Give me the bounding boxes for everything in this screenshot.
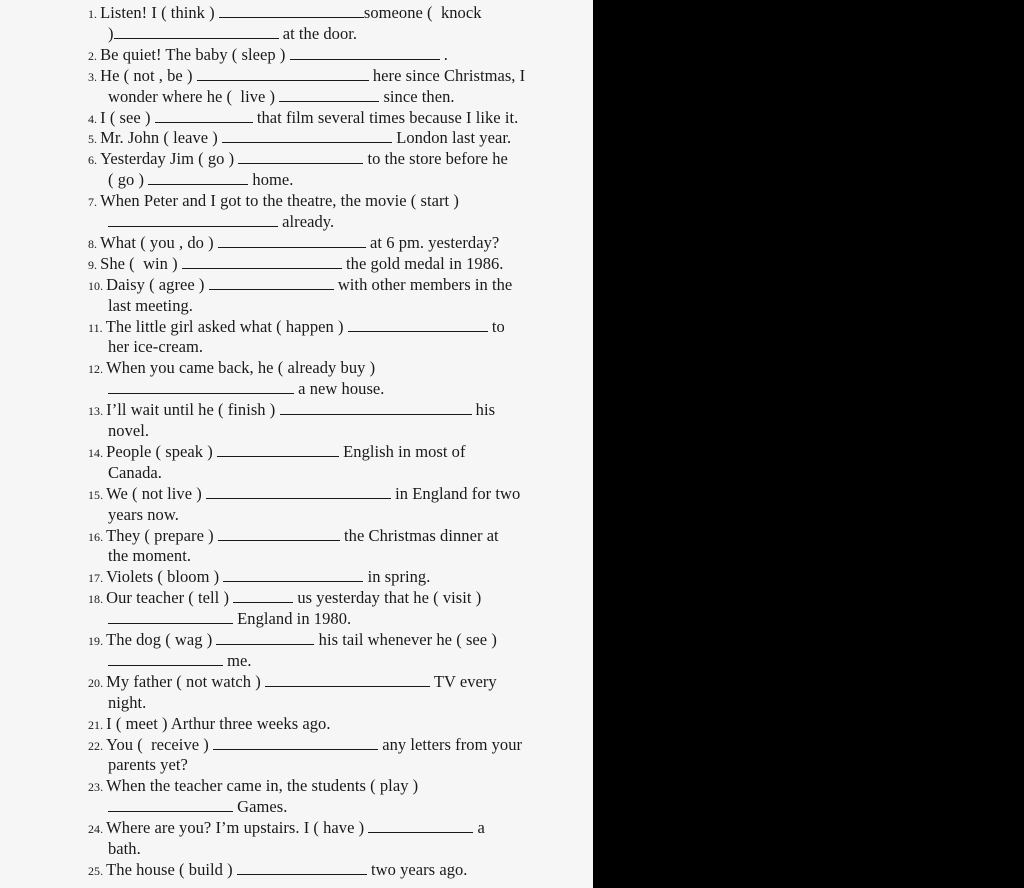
item-text: someone ( knock xyxy=(363,3,482,22)
item-text: Our teacher ( tell ) xyxy=(106,588,234,608)
item-text: the Christmas dinner at xyxy=(339,525,499,545)
item-text: parents yet? xyxy=(108,755,188,775)
exercise-item xyxy=(88,776,418,797)
item-text: You ( receive ) xyxy=(106,734,214,754)
item-text: TV every xyxy=(429,671,497,691)
exercise-item xyxy=(88,630,497,651)
answer-blank[interactable] xyxy=(108,609,233,624)
item-text: any letters from your xyxy=(378,734,523,754)
item-text: The little girl asked what ( happen ) xyxy=(105,316,348,336)
answer-blank[interactable] xyxy=(238,149,363,164)
exercise-item xyxy=(88,860,467,881)
exercise-item-continuation xyxy=(108,651,252,671)
exercise-item-continuation xyxy=(108,87,455,107)
item-text: What ( you , do ) xyxy=(100,232,218,252)
exercise-item xyxy=(88,128,511,149)
exercise-item xyxy=(88,191,459,212)
exercise-item-continuation xyxy=(108,170,293,190)
item-text: home. xyxy=(248,170,294,190)
item-number: 11. xyxy=(88,320,103,335)
item-text: . xyxy=(439,44,448,64)
item-number: 10. xyxy=(88,278,104,293)
item-text: his xyxy=(471,400,496,420)
item-text: her ice-cream. xyxy=(108,337,204,357)
item-number: 1. xyxy=(88,7,98,21)
item-text: They ( prepare ) xyxy=(106,525,218,545)
answer-blank[interactable] xyxy=(280,400,472,415)
item-text: in spring. xyxy=(363,567,431,587)
exercise-item-continuation xyxy=(108,212,334,232)
item-number: 13. xyxy=(88,404,104,419)
exercise-item-continuation xyxy=(108,505,179,525)
exercise-item xyxy=(88,714,331,735)
exercise-item xyxy=(88,442,466,463)
exercise-item-continuation xyxy=(108,839,141,859)
item-text: She ( win ) xyxy=(100,253,182,273)
item-text: novel. xyxy=(108,421,150,440)
answer-blank[interactable] xyxy=(279,87,379,102)
exercise-item xyxy=(88,254,503,275)
exercise-item-continuation xyxy=(108,296,193,316)
exercise-item xyxy=(88,588,481,609)
item-number: 24. xyxy=(88,822,104,837)
answer-blank[interactable] xyxy=(155,108,253,123)
exercise-item xyxy=(88,45,448,66)
item-text: a xyxy=(473,818,485,838)
item-number: 16. xyxy=(88,529,104,544)
exercise-item xyxy=(88,735,522,756)
item-number: 15. xyxy=(88,487,104,502)
item-text: Be quiet! The baby ( sleep ) xyxy=(100,44,290,64)
item-number: 20. xyxy=(88,675,104,690)
black-side-panel xyxy=(593,0,1024,888)
answer-blank[interactable] xyxy=(197,66,369,81)
item-number: 6. xyxy=(88,153,98,168)
item-number: 7. xyxy=(88,195,98,210)
answer-blank[interactable] xyxy=(108,797,233,812)
item-text: Games. xyxy=(233,797,288,817)
item-text: wonder where he ( live ) xyxy=(108,86,280,106)
item-number: 2. xyxy=(88,48,98,63)
item-text: English in most of xyxy=(338,441,466,461)
item-text: with other members in the xyxy=(333,274,513,294)
exercise-item-continuation xyxy=(108,337,203,357)
answer-blank[interactable] xyxy=(108,212,278,227)
item-text: his tail whenever he ( see ) xyxy=(314,630,497,649)
answer-blank[interactable] xyxy=(216,630,314,645)
item-text: two years ago. xyxy=(366,859,468,879)
answer-blank[interactable] xyxy=(213,735,378,750)
answer-blank[interactable] xyxy=(209,275,334,290)
exercise-item-continuation xyxy=(108,755,188,775)
answer-blank[interactable] xyxy=(148,170,248,185)
item-number: 25. xyxy=(88,863,104,878)
answer-blank[interactable] xyxy=(368,818,473,833)
item-text: since then. xyxy=(379,86,455,106)
item-number: 22. xyxy=(88,738,104,753)
item-text: here since Christmas, I xyxy=(368,65,526,85)
item-text: He ( not , be ) xyxy=(100,65,197,85)
item-text: I ( see ) xyxy=(100,107,155,127)
item-text: ( go ) xyxy=(108,170,149,190)
item-text: The house ( build ) xyxy=(106,859,237,879)
exercise-item xyxy=(88,275,512,296)
item-number: 8. xyxy=(88,236,98,251)
item-text: London last year. xyxy=(392,128,512,148)
item-text: Canada. xyxy=(108,462,162,482)
item-text: the moment. xyxy=(108,546,192,566)
exercise-item-continuation xyxy=(108,421,149,441)
answer-blank[interactable] xyxy=(108,379,294,394)
answer-blank[interactable] xyxy=(108,651,223,666)
exercise-item xyxy=(88,149,508,170)
item-number: 5. xyxy=(88,132,98,147)
answer-blank[interactable] xyxy=(265,672,430,687)
item-text: Mr. John ( leave ) xyxy=(100,128,223,148)
item-number: 9. xyxy=(88,257,98,272)
exercise-item xyxy=(88,358,375,379)
item-text: Daisy ( agree ) xyxy=(106,274,209,294)
item-text: in England for two xyxy=(390,483,521,503)
exercise-item xyxy=(88,3,482,24)
exercise-item-continuation xyxy=(108,693,146,713)
item-text: to xyxy=(487,316,505,336)
item-text: bath. xyxy=(108,839,141,858)
item-text: The dog ( wag ) xyxy=(106,630,217,649)
item-text: at the door. xyxy=(278,23,358,43)
item-text: Yesterday Jim ( go ) xyxy=(100,149,239,169)
item-text: me. xyxy=(223,650,252,670)
item-text: I’ll wait until he ( finish ) xyxy=(106,400,280,420)
item-text: Violets ( bloom ) xyxy=(106,567,224,587)
item-text: We ( not live ) xyxy=(106,483,206,503)
answer-blank[interactable] xyxy=(218,526,340,541)
answer-blank[interactable] xyxy=(217,442,339,457)
item-number: 17. xyxy=(88,571,104,586)
item-text: last meeting. xyxy=(108,295,193,315)
answer-blank[interactable] xyxy=(348,317,488,332)
item-text: When Peter and I got to the theatre, the movie ( start ) xyxy=(100,191,459,211)
answer-blank[interactable] xyxy=(219,3,364,18)
exercise-item-continuation xyxy=(108,797,287,817)
item-number: 14. xyxy=(88,445,104,460)
exercise-item xyxy=(88,672,497,693)
item-number: 19. xyxy=(88,634,104,648)
item-text: England in 1980. xyxy=(233,609,352,629)
answer-blank[interactable] xyxy=(222,128,392,143)
exercise-item xyxy=(88,400,495,421)
exercise-item xyxy=(88,567,430,588)
item-text: a new house. xyxy=(294,379,385,399)
item-text: When the teacher came in, the students ( play ) xyxy=(106,776,419,796)
exercise-item-continuation xyxy=(108,379,384,399)
item-number: 3. xyxy=(88,69,98,84)
item-text: ) xyxy=(108,23,114,43)
item-text: years now. xyxy=(108,504,179,524)
item-text: I ( meet ) Arthur three weeks ago. xyxy=(106,713,331,733)
exercise-item xyxy=(88,317,505,338)
answer-blank[interactable] xyxy=(290,45,440,60)
exercise-item-continuation xyxy=(108,24,357,44)
item-text: already. xyxy=(278,212,335,231)
exercise-item-continuation xyxy=(108,546,191,566)
exercise-item-continuation xyxy=(108,463,162,483)
item-text: at 6 pm. yesterday? xyxy=(365,232,500,252)
answer-blank[interactable] xyxy=(223,567,363,582)
item-text: Where are you? I’m upstairs. I ( have ) xyxy=(106,818,369,838)
exercise-item xyxy=(88,66,525,87)
exercise-item xyxy=(88,233,499,254)
item-text: Listen! I ( think ) xyxy=(100,3,219,22)
item-number: 21. xyxy=(88,717,104,732)
item-text: When you came back, he ( already buy ) xyxy=(106,358,376,378)
item-text: the gold medal in 1986. xyxy=(341,253,504,273)
answer-blank[interactable] xyxy=(218,233,366,248)
answer-blank[interactable] xyxy=(182,254,342,269)
item-text: People ( speak ) xyxy=(106,441,217,461)
exercise-item xyxy=(88,108,518,129)
item-text: us yesterday that he ( visit ) xyxy=(293,588,482,608)
item-text: My father ( not watch ) xyxy=(106,671,265,691)
exercise-item xyxy=(88,484,520,505)
item-number: 18. xyxy=(88,592,104,607)
answer-blank[interactable] xyxy=(233,588,293,603)
item-number: 12. xyxy=(88,362,104,377)
exercise-item xyxy=(88,818,485,839)
exercise-item-continuation xyxy=(108,609,351,629)
answer-blank[interactable] xyxy=(114,24,279,39)
answer-blank[interactable] xyxy=(206,484,391,499)
exercise-item xyxy=(88,526,499,547)
item-number: 4. xyxy=(88,111,98,126)
item-text: to the store before he xyxy=(363,149,508,169)
item-number: 23. xyxy=(88,780,104,795)
item-text: night. xyxy=(108,692,147,712)
answer-blank[interactable] xyxy=(237,860,367,875)
item-text: that film several times because I like it. xyxy=(252,107,519,127)
